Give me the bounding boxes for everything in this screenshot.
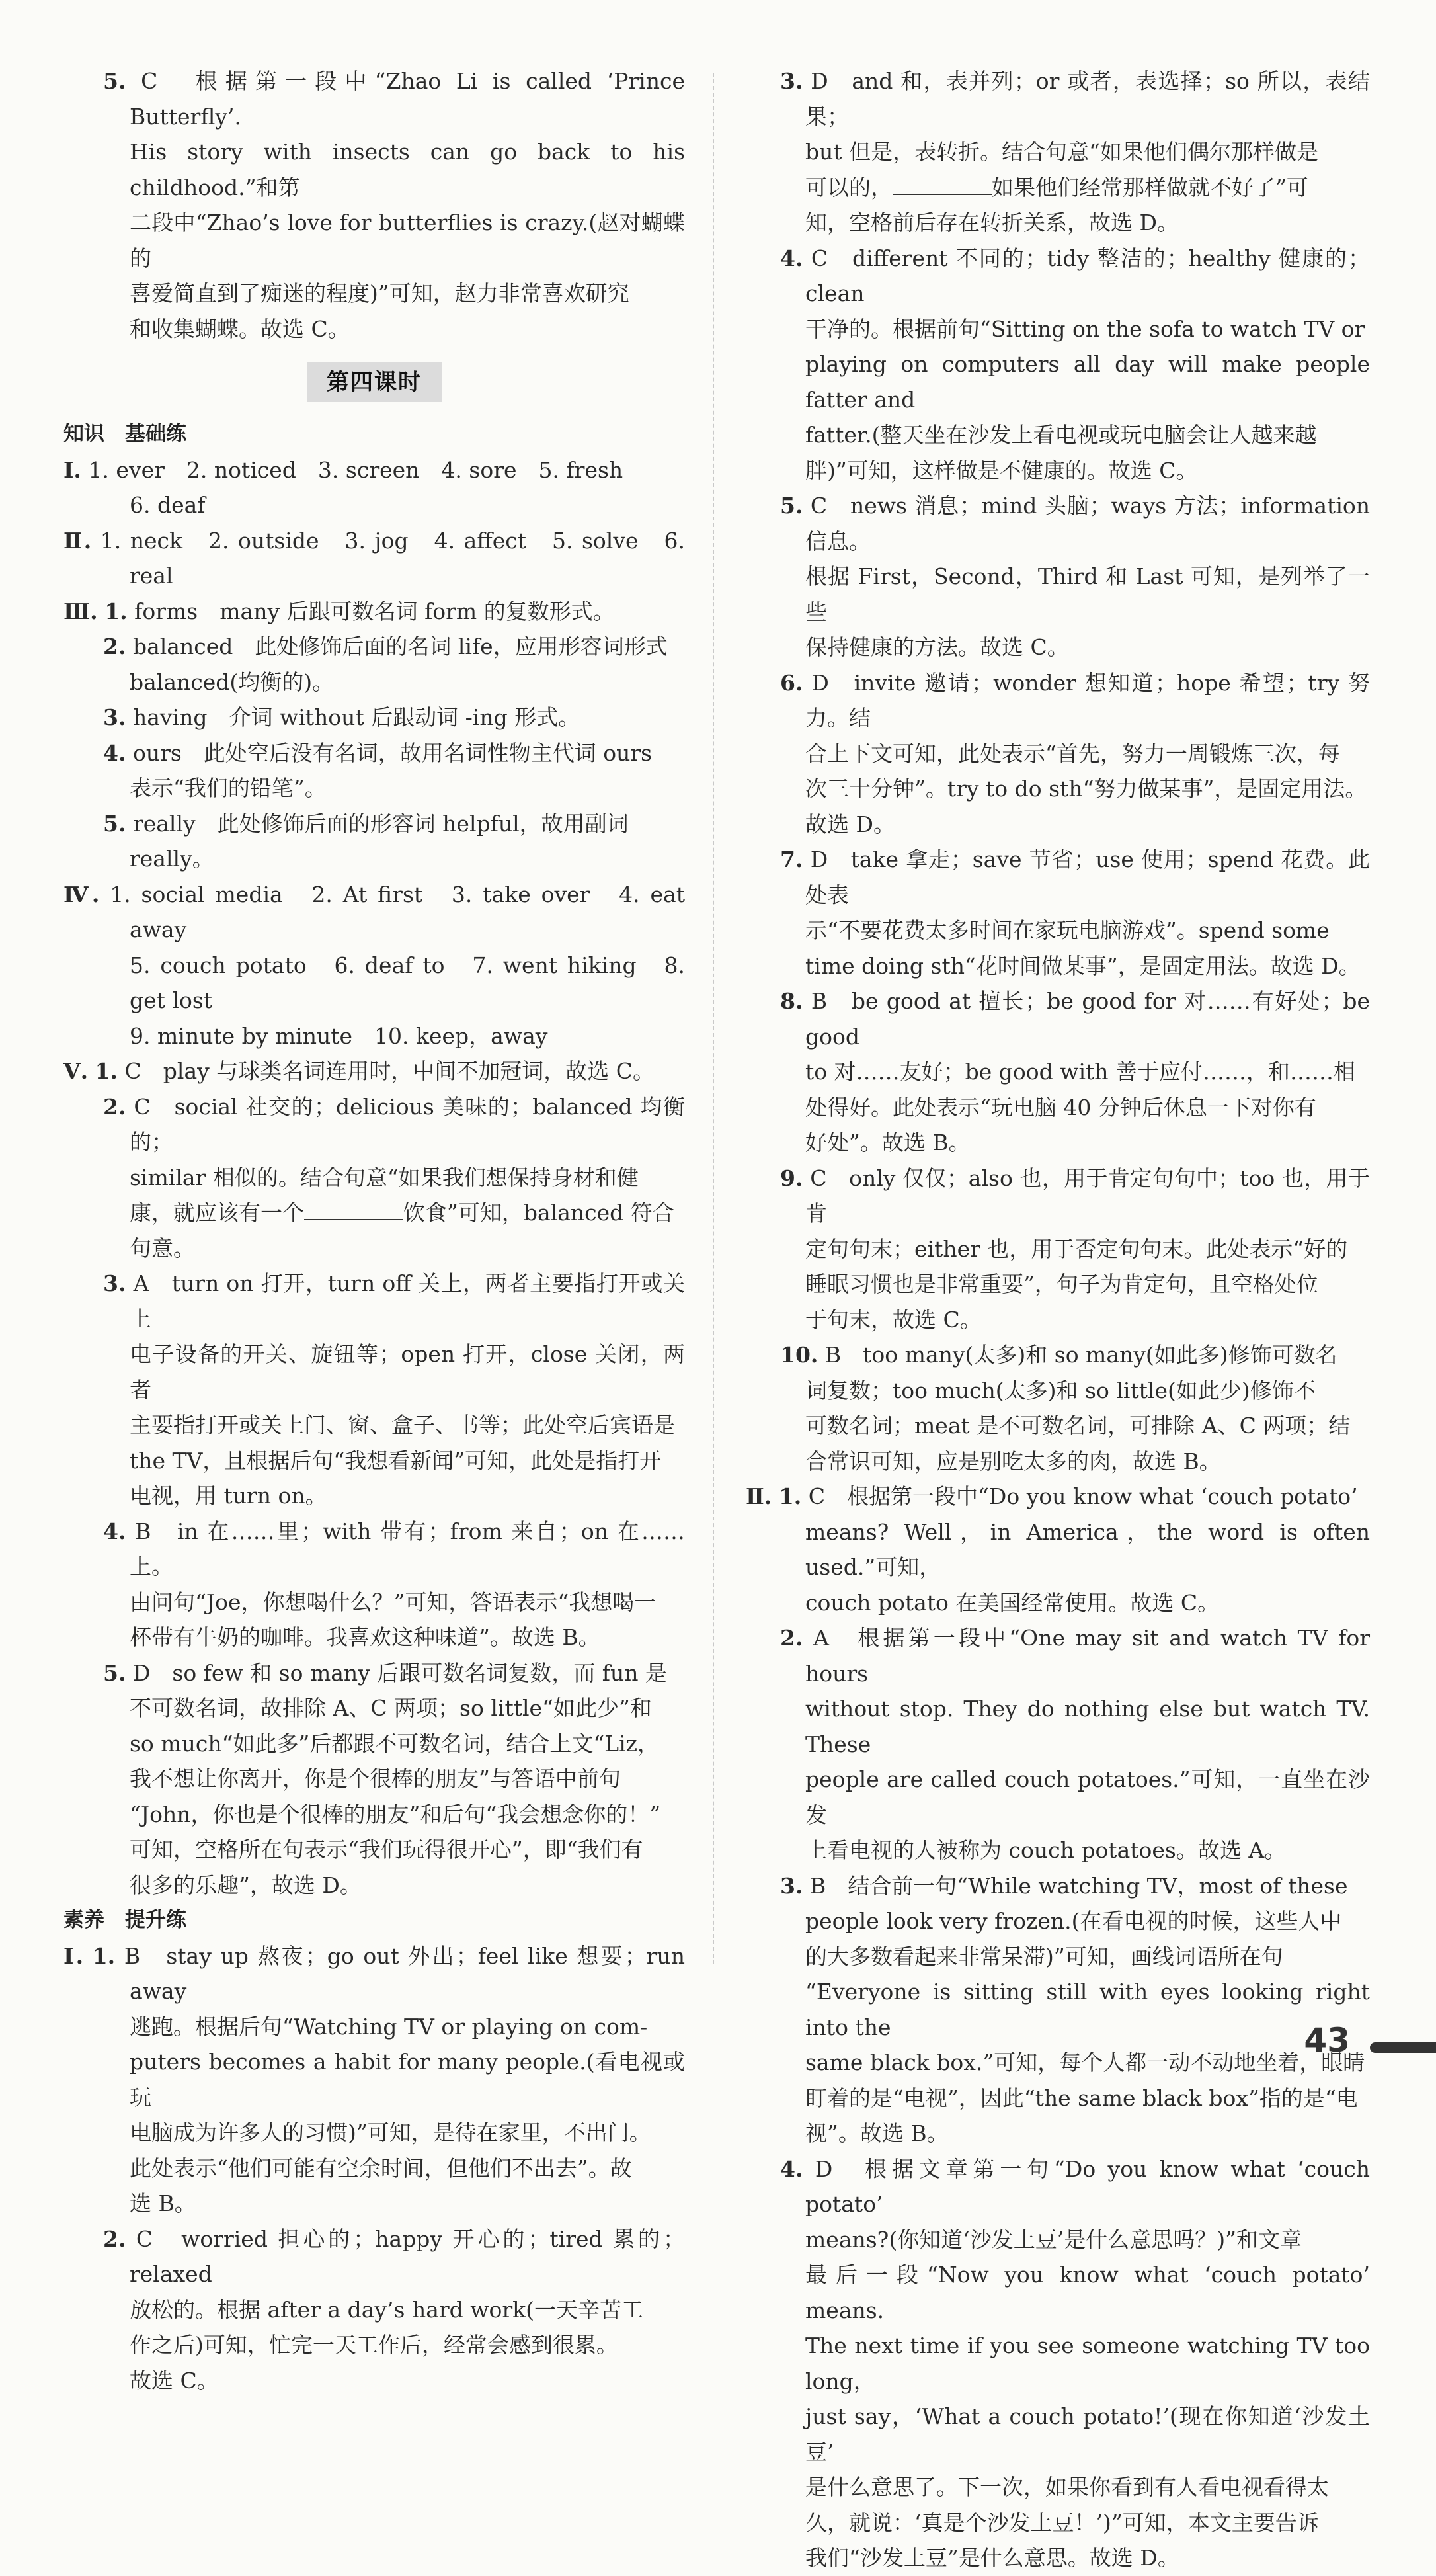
answer-item: 4. C different 不同的；tidy 整洁的；healthy 健康的；clean 干净的。根据前句“Sitting on the sofa to watch TV or playing on computers all day will make people fatter and fatter.(整天坐在沙发上看电视或玩电脑会让人越来越 胖)”可知，这样做是不健康的。故选 C。	[780, 245, 1370, 483]
answer-item: 2. A 根据第一段中“One may sit and watch TV for hours without stop. They do nothing else but watch TV. These people are called couch potatoes.”可知，一直坐在沙发 上看电视的人被称为 couch potatoes。故选 A。	[780, 1625, 1370, 1863]
answer-item: 6. D invite 邀请；wonder 想知道；hope 希望；try 努力。结 合上下文可知，此处表示“首先，努力一周锻炼三次，每 次三十分钟”。try to do sth“努力做某事”，是固定用法。 故选 D。	[780, 669, 1370, 837]
lesson-title: 第四课时	[307, 362, 442, 402]
answer-item: 7. D take 拿走；save 节省；use 使用；spend 花费。此处表 示“不要花费太多时间在家玩电脑游戏”。spend some time doing sth“花时间做某事”，是固定用法。故选 D。	[780, 847, 1370, 979]
answer-item: 9. C only 仅仅；also 也，用于肯定句句中；too 也，用于肯 定句句末；either 也，用于否定句句末。此处表示“好的 睡眠习惯也是非常重要”，句子为肯定句，且空格处位 于句末，故选 C。	[780, 1165, 1370, 1333]
answer-group: Ⅰ. 1. ever 2. noticed 3. screen 4. sore 5. fresh 6. deaf	[63, 456, 623, 518]
answer-item: 5. C 根据第一段中“Zhao Li is called ‘Prince Butterfly’. His story with insects can go back to his childhood.”和第 二段中“Zhao’s love for butterflies is crazy.(赵对蝴蝶的 喜爱简直到了痴迷的程度)”可知，赵力非常喜欢研究 和收集蝴蝶。故选 C。	[103, 68, 685, 342]
answer-item: 5. really 此处修饰后面的形容词 helpful，故用副词 really。	[103, 810, 629, 872]
answer-item: 2. C social 社交的；delicious 美味的；balanced 均衡的； similar 相似的。结合句意“如果我们想保持身材和健 康，就应该有一个 饮食”可知，balanced 符合 句意。	[103, 1093, 685, 1261]
answer-item: 3. B 结合前一句“While watching TV，most of these people look very frozen.(在看电视的时候，这些人中 的大多数看起来非常呆滞)”可知，画线词语所在句 “Everyone is sitting still with eyes looking right into the same black box.”可知，每个人都一动不动地坐着，眼睛 盯着的是“电视”，因此“the same black box”指的是“电 视”。故选 B。	[780, 1872, 1370, 2146]
section-heading: 知识 基础练	[63, 422, 186, 446]
answer-item: 3. A turn on 打开，turn off 关上，两者主要指打开或关上 电子设备的开关、旋钮等；open 打开，close 关闭，两者 主要指打开或关上门、窗、盒子、书等；此处空后宾语是 the TV，且根据后句“我想看新闻”可知，此处是指打开 电视，用 turn on。	[103, 1270, 685, 1509]
answer-group: Ⅱ. 1. C 根据第一段中“Do you know what ‘couch potato’ means? Well，in America，the word is often used.”可知， couch potato 在美国经常使用。故选 C。	[746, 1483, 1370, 1616]
section-heading: 素养 提升练	[63, 1908, 186, 1932]
column-divider	[713, 73, 714, 1964]
answer-item: 3. D and 和，表并列；or 或者，表选择；so 所以，表结果； but 但是，表转折。结合句意“如果他们偶尔那样做是 可以的， 如果他们经常那样做就不好了”可 知，空格前后存在转折关系，故选 D。	[780, 68, 1370, 235]
right-column	[746, 63, 1370, 2576]
answer-item: 3. having 介词 without 后跟动词 -ing 形式。	[103, 704, 580, 730]
answer-item: 10. B too many(太多)和 so many(如此多)修饰可数名 词复数；too much(太多)和 so little(如此少)修饰不 可数名词；meat 是不可数名词，可排除 A、C 两项；结 合常识可知，应是别吃太多的肉，故选 B。	[780, 1342, 1351, 1474]
answer-item: 4. ours 此处空后没有名词，故用名词性物主代词 ours 表示“我们的铅笔”。	[103, 739, 653, 801]
left-column	[63, 63, 685, 2398]
answer-group: Ⅰ. 1. B stay up 熬夜；go out 外出；feel like 想要；run away 逃跑。根据后句“Watching TV or playing on com- puters becomes a habit for many people.(看电视或玩 电脑成为许多人的习惯)”可知，是待在家里，不出门。 此处表示“他们可能有空余时间，但他们不出去”。故 选 B。	[63, 1942, 685, 2216]
answer-item: 5. D so few 和 so many 后跟可数名词复数，而 fun 是 不可数名词，故排除 A、C 两项；so little“如此少”和 so much“如此多”后都跟不可数名词，结合上文“Liz， 我不想让你离开，你是个很棒的朋友”与答语中前句 “John，你也是个很棒的朋友”和后句“我会想念你的！” 可知，空格所在句表示“我们玩得很开心”，即“我们有 很多的乐趣”，故选 D。	[103, 1659, 668, 1898]
answer-blank	[893, 174, 992, 195]
answer-group: Ⅲ. 1. forms many 后跟可数名词 form 的复数形式。	[63, 598, 615, 624]
answer-group: Ⅳ. 1. social media 2. At first 3. take over 4. eat away 5. couch potato 6. deaf to 7. went hiking 8. get lost 9. minute by minute 10. keep，away	[63, 881, 685, 1049]
answer-blank	[304, 1199, 403, 1220]
answer-item: 5. C news 消息；mind 头脑；ways 方法；information 信息。 根据 First，Second，Third 和 Last 可知，是列举了一些 保持健康的方法。故选 C。	[780, 493, 1370, 660]
answer-item: 4. D 根据文章第一句“Do you know what ‘couch potato’ means?(你知道‘沙发土豆’是什么意思吗？)”和文章 最后一段“Now you know what ‘couch potato’ means. The next time if you see someone watching TV too long， just say，‘What a couch potato!’(现在你知道‘沙发土豆’ 是什么意思了。下一次，如果你看到有人看电视看得太 久，就说：‘真是个沙发土豆！’)”可知，本文主要告诉 我们“沙发土豆”是什么意思。故选 D。	[780, 2155, 1370, 2571]
page-number-bar	[1370, 2042, 1436, 2053]
answer-group: Ⅴ. 1. C play 与球类名词连用时，中间不加冠词，故选 C。	[63, 1058, 655, 1084]
answer-item: 8. B be good at 擅长；be good for 对……有好处；be good to 对……友好；be good with 善于应付……，和……相 处得好。此处表示“玩电脑 40 分钟后休息一下对你有 好处”。故选 B。	[780, 988, 1370, 1155]
answer-group: Ⅱ. 1. neck 2. outside 3. jog 4. affect 5. solve 6. real	[63, 527, 685, 589]
answer-item: 2. balanced 此处修饰后面的名词 life，应用形容词形式 balanced(均衡的)。	[103, 634, 668, 695]
answer-item: 2. C worried 担心的；happy 开心的；tired 累的；relaxed 放松的。根据 after a day’s hard work(一天辛苦工 作之后)可知，忙完一天工作后，经常会感到很累。 故选 C。	[103, 2225, 685, 2393]
page-number: 43	[1304, 2021, 1350, 2059]
answer-item: 4. B in 在……里；with 带有；from 来自；on 在……上。 由问句“Joe，你想喝什么？”可知，答语表示“我想喝一 杯带有牛奶的咖啡。我喜欢这种味道”。故选 B。	[103, 1518, 685, 1650]
